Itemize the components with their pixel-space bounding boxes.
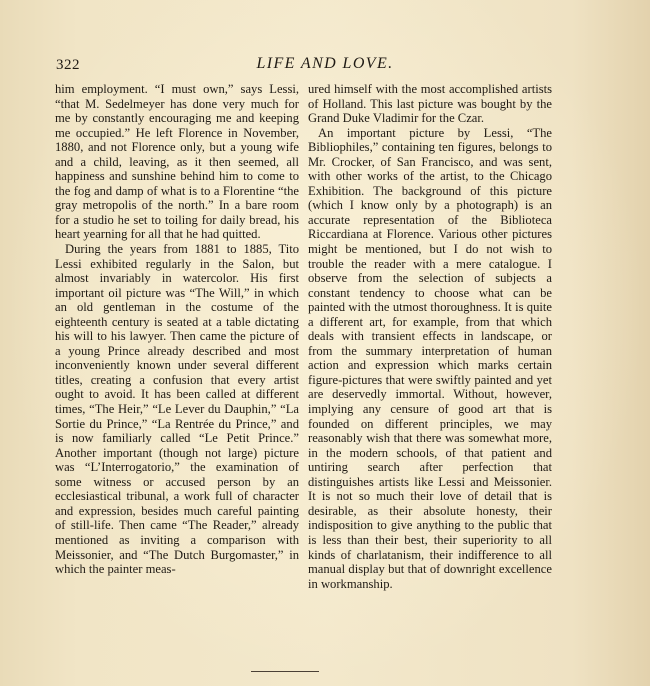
footer-rule: [251, 671, 319, 672]
right-paragraph-1: ured himself with the most accomplished artists of Holland. This last picture was bought by the Grand Duke Vladimir for the Czar.: [308, 82, 552, 126]
left-column: [55, 82, 299, 577]
right-column: [308, 82, 552, 591]
running-head: LIFE AND LOVE.: [256, 55, 394, 72]
right-paragraph-2: An important picture by Lessi, “The Bibliophiles,” containing ten figures, belongs to Mr. Crocker, of San Francisco, and was sent, with other works of the artist, to the Chicago Exhibition. The background of this picture (which I know only by a photograph) is an accurate representation of the Biblioteca Riccardiana at Florence. Various other pictures might be mentioned, but I do not wish to trouble the reader with a mere catalogue. I observe from the selection of subjects a constant tendency to choose what can be painted with the utmost thoroughness. It is quite a different art, for example, from that which deals with transient effects in landscape, or from the summary interpretation of human action and expression which marks certain figure-pictures that were swiftly painted and yet are deservedly immortal. Without, however, implying any censure of good art that is founded on different principles, we may reasonably wish that there was somewhat more, in the modern schools, of that patient and untiring search after perfection that distinguishes artists like Lessi and Meissonier. It is not so much their love of detail that is desirable, as their absolute honesty, their indisposition to give anything to the public that is less than their best, their superiority to all kinds of charlatanism, their indifference to all manual display but that of downright excellence in workmanship.: [308, 125, 552, 591]
left-paragraph-2: During the years from 1881 to 1885, Tito Lessi exhibited regularly in the Salon, but almost invariably in watercolor. His first important oil picture was “The Will,” in which an old gentleman in the costume of the eighteenth century is seated at a table dictating his will to his lawyer. Then came the picture of a young Prince already described and most inconveniently known under several different titles, creating a confusion that every artist ought to avoid. It has been called at different times, “The Heir,” “Le Lever du Dauphin,” “La Sortie du Prince,” “La Rentrée du Prince,” and is now familiarly called “Le Petit Prince.” Another important (though not large) picture was “L’Interrogatorio,” the examination of some witness or accused person by an ecclesiastical tribunal, a work full of character and expression, besides much careful painting of still-life. Then came “The Reader,” already mentioned as inviting a comparison with Meissonier, and “The Dutch Burgomaster,” in which the painter meas-: [55, 242, 299, 577]
left-paragraph-1: him employment. “I must own,” says Lessi, “that M. Sedelmeyer has done very much for me by constantly encouraging me and keeping me occupied.” He left Florence in November, 1880, and not Florence only, but a young wife and a child, leaving, as it then seemed, all happiness and sunshine behind him to come to the fog and damp of what is to a Florentine “the gray metropolis of the north.” In a bare room for a studio he set to toiling for daily bread, his heart yearning for all that he had quitted.: [55, 82, 299, 242]
page-number: 322: [56, 57, 80, 73]
